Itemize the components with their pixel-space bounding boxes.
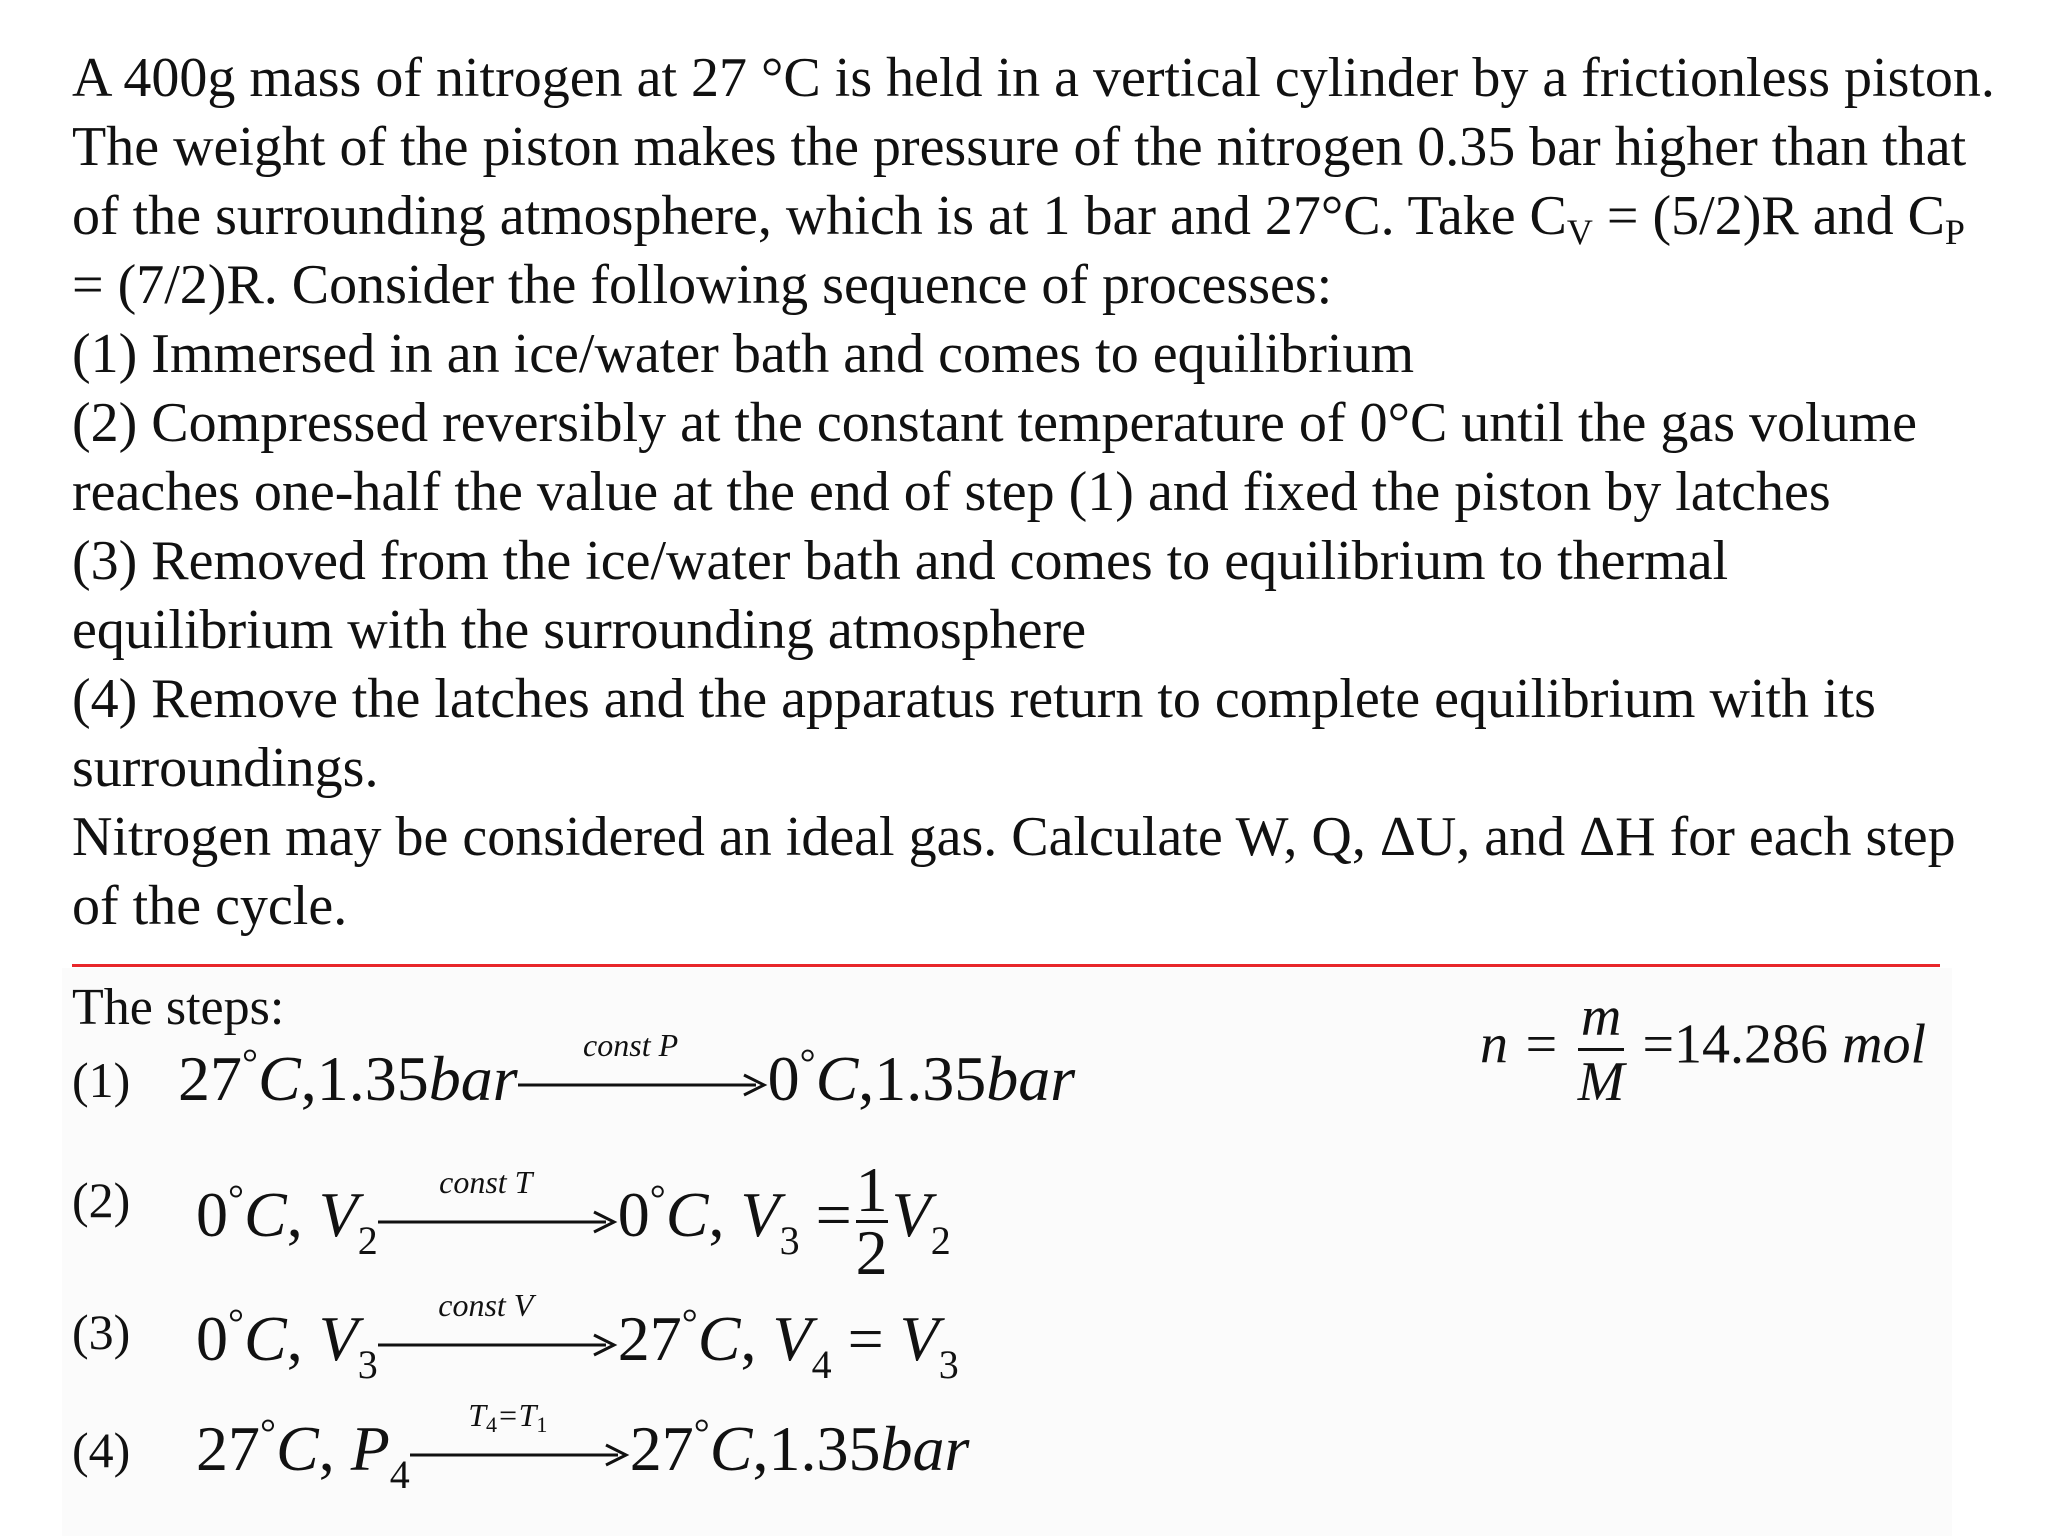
step-4-to: 27°C,1.35bar bbox=[629, 1410, 970, 1484]
arrow-icon bbox=[410, 1397, 630, 1467]
arrow-icon bbox=[378, 1287, 618, 1357]
step-2-label: const T bbox=[439, 1163, 533, 1200]
step-1-from: 27°C,1.35bar bbox=[178, 1040, 518, 1114]
problem-intro: A 400g mass of nitrogen at 27 °C is held in a vertical cylinder by a frictionless piston. The weight of the piston makes the pressure of the nitrogen 0.35 bar higher than that of the surrounding atmosphere, which is at 1 bar and 27°C. Take $C_V = (5/2)R$ and $C_P = (7/2)R$. Consider the following sequence of processes: bbox=[72, 47, 1995, 316]
steps-heading: The steps: bbox=[72, 979, 285, 1036]
arrow-icon bbox=[518, 1027, 768, 1097]
process-item-2: (2) Compressed reversibly at the constant temperature of 0°C until the gas volume reaches one-half the value at the end of step (1) and fixed the piston by latches bbox=[72, 392, 1918, 523]
step-3-label: const V bbox=[438, 1287, 534, 1324]
step-4-label: $T_4=T_1$ bbox=[468, 1397, 548, 1438]
step-1-equation bbox=[178, 1027, 1076, 1114]
arrow-icon bbox=[378, 1163, 618, 1234]
step-2-from: 0°C, $V_2$ bbox=[196, 1176, 378, 1264]
problem-closing: Nitrogen may be considered an ideal gas. Calculate W, Q, ΔU, and ΔH for each step of the cycle. bbox=[72, 806, 1956, 937]
step-3-to: 27°C, $V_4 = V_3$ bbox=[617, 1300, 959, 1387]
moles-equation bbox=[1480, 986, 1926, 1113]
step-2-equation bbox=[196, 1154, 951, 1288]
moles-numerator: m bbox=[1580, 986, 1622, 1048]
step-3-equation bbox=[196, 1287, 959, 1387]
step-3-from: 0°C, $V_3$ bbox=[196, 1300, 378, 1387]
process-item-1: (1) Immersed in an ice/water bath and comes to equilibrium bbox=[72, 323, 1415, 385]
step-3-number: (3) bbox=[72, 1304, 131, 1360]
moles-value: =14.286 bbox=[1642, 1013, 1829, 1076]
step-4-number: (4) bbox=[72, 1422, 131, 1478]
process-item-4: (4) Remove the latches and the apparatus return to complete equilibrium with its surroundings. bbox=[72, 668, 1876, 799]
problem-statement bbox=[72, 44, 2002, 941]
step-1-label: const P bbox=[583, 1027, 679, 1064]
step-2-number: (2) bbox=[72, 1172, 131, 1228]
step-1-to: 0°C,1.35bar bbox=[767, 1040, 1076, 1114]
moles-unit: mol bbox=[1842, 1013, 1927, 1076]
moles-fraction bbox=[1578, 986, 1625, 1113]
step-1-number: (1) bbox=[72, 1052, 131, 1108]
process-item-3: (3) Removed from the ice/water bath and comes to equilibrium to thermal equilibrium with the surrounding atmosphere bbox=[72, 530, 1729, 661]
divider-line bbox=[72, 964, 1940, 967]
moles-denominator: M bbox=[1578, 1048, 1625, 1113]
step-4-equation bbox=[196, 1397, 970, 1497]
half-fraction: $\frac{1}{2}$ bbox=[855, 1154, 888, 1288]
step-2-to: 0°C, $V_3$ = $\frac{1}{2}$ $V_2$ bbox=[617, 1154, 951, 1288]
moles-lhs: n = bbox=[1480, 1013, 1560, 1076]
step-4-from: 27°C, $P_4$ bbox=[196, 1410, 410, 1497]
